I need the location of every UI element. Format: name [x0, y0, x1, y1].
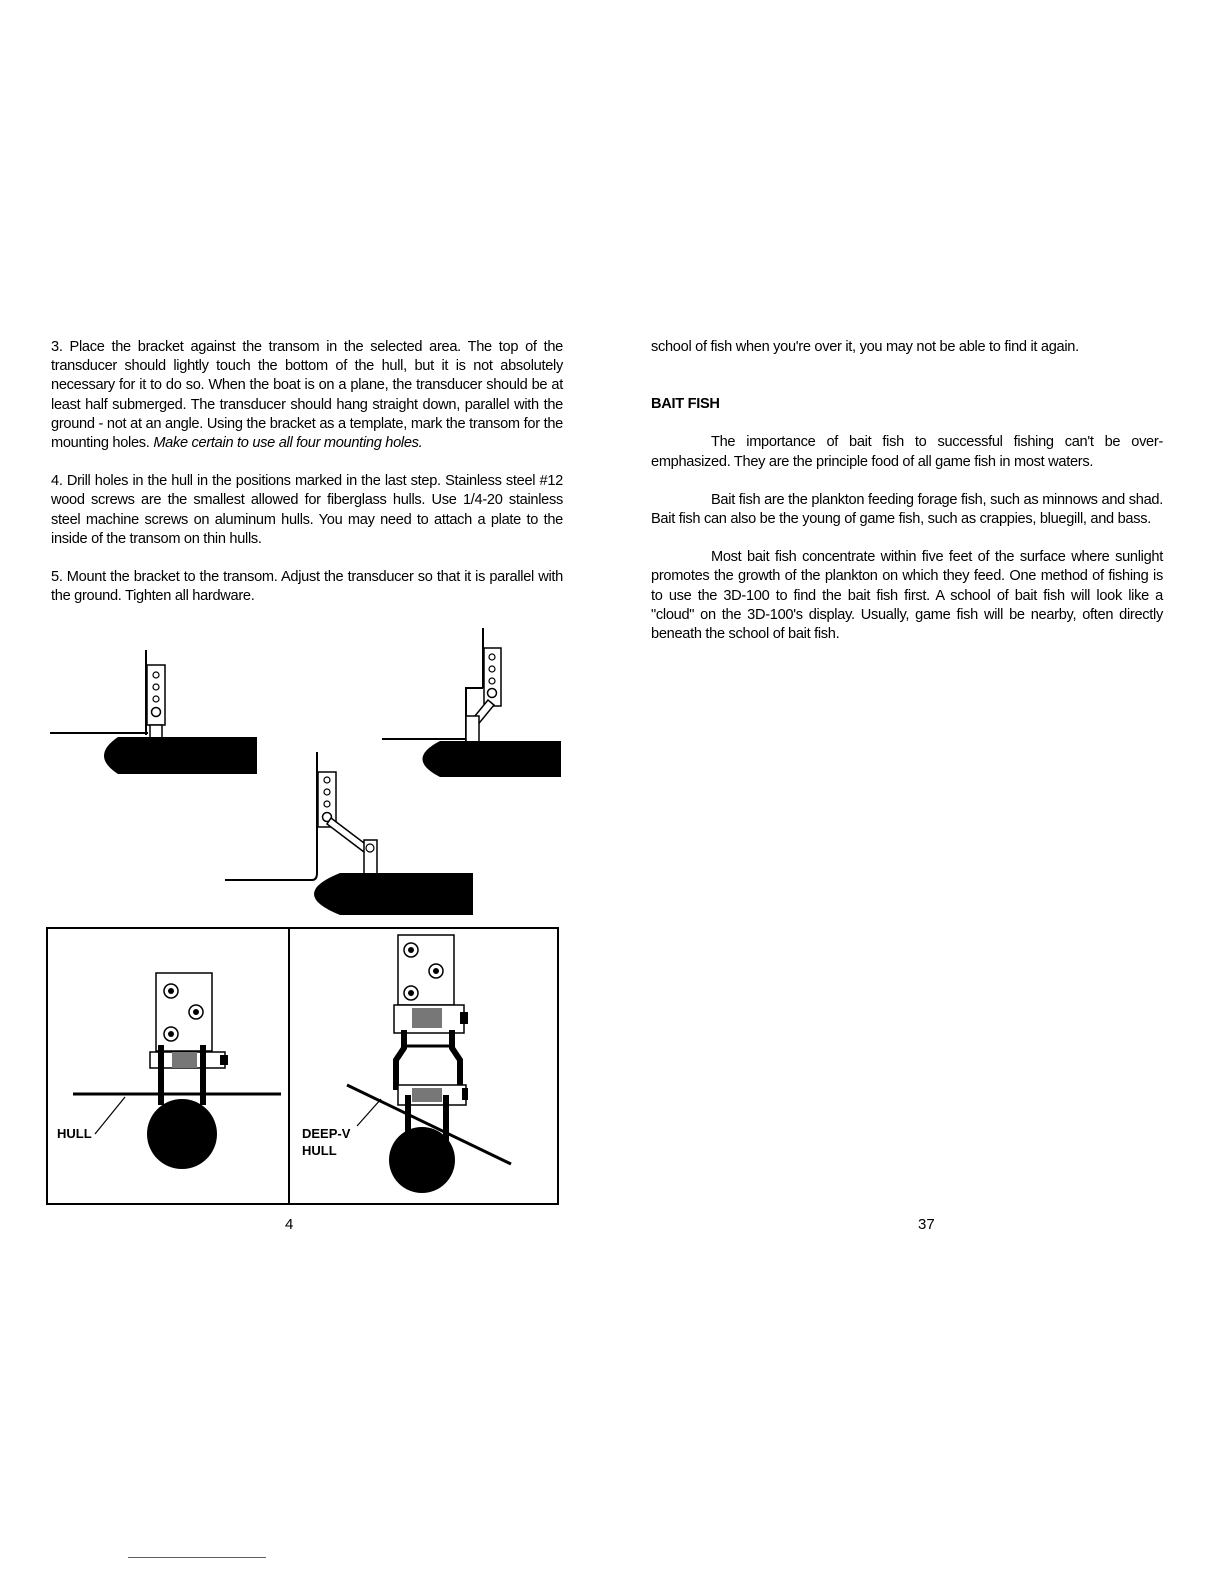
deep-v-label-line-1: DEEP-V — [302, 1126, 351, 1141]
step-5-paragraph: 5. Mount the bracket to the transom. Adjust the transducer so that it is parallel with the ground. Tighten all hardware. — [51, 569, 563, 605]
figure-correct-mounting — [50, 650, 257, 774]
diagram-frame — [47, 928, 558, 1204]
figure-steep-angle-mounting — [225, 752, 473, 915]
page-number-right: 37 — [918, 1216, 935, 1233]
footer-rule — [128, 1557, 266, 1558]
step-3-emphasis: Make certain to use all four mounting holes. — [153, 435, 423, 452]
bait-fish-paragraph-1: The importance of bait fish to successful fishing can't be over-emphasized. They are the principle food of all game fish in most waters. — [651, 434, 1163, 470]
figure-flat-hull-rear-view — [57, 973, 281, 1169]
section-heading-bait-fish: BAIT FISH — [651, 396, 720, 413]
figure-deep-v-hull-rear-view — [302, 935, 511, 1193]
deep-v-label-line-2: HULL — [302, 1143, 337, 1158]
bait-fish-paragraph-2: Bait fish are the plankton feeding forage fish, such as minnows and shad. Bait fish can also be the young of game fish, such as crappies, bluegill, and bass. — [651, 491, 1163, 528]
hull-label: HULL — [57, 1126, 92, 1141]
figure-angled-mounting — [382, 628, 561, 777]
bait-fish-paragraph-3: Most bait fish concentrate within five feet of the surface where sunlight promotes the growth of the plankton on which they feed. One method of fishing is to use the 3D-100 to find the bait fish first. A school of bait fish will look like a "cloud" on the 3D-100's display. Usually, game fish will be nearby, often directly beneath the school of bait fish. — [651, 549, 1163, 643]
continuation-paragraph: school of fish when you're over it, you may not be able to find it again. — [651, 339, 1079, 355]
step-4-paragraph: 4. Drill holes in the hull in the positions marked in the last step. Stainless steel #12 wood screws are the smallest allowed for fiberglass hulls. Use 1/4-20 stainless steel machine screws on aluminum hulls. You may need to attach a plate to the inside of the transom on thin hulls. — [51, 473, 563, 547]
step-3-text: 3. Place the bracket against the transom in the selected area. The top of the transducer should lightly touch the bottom of the hull, but it is not absolutely necessary for it to do so. When the boat is on a plane, the transducer should be at least half submerged. The transducer should hang straight down, parallel with the ground - not at an angle. Using the bracket as a template, mark the transom for the mounting holes. — [51, 339, 563, 452]
page-number-left: 4 — [285, 1216, 294, 1233]
